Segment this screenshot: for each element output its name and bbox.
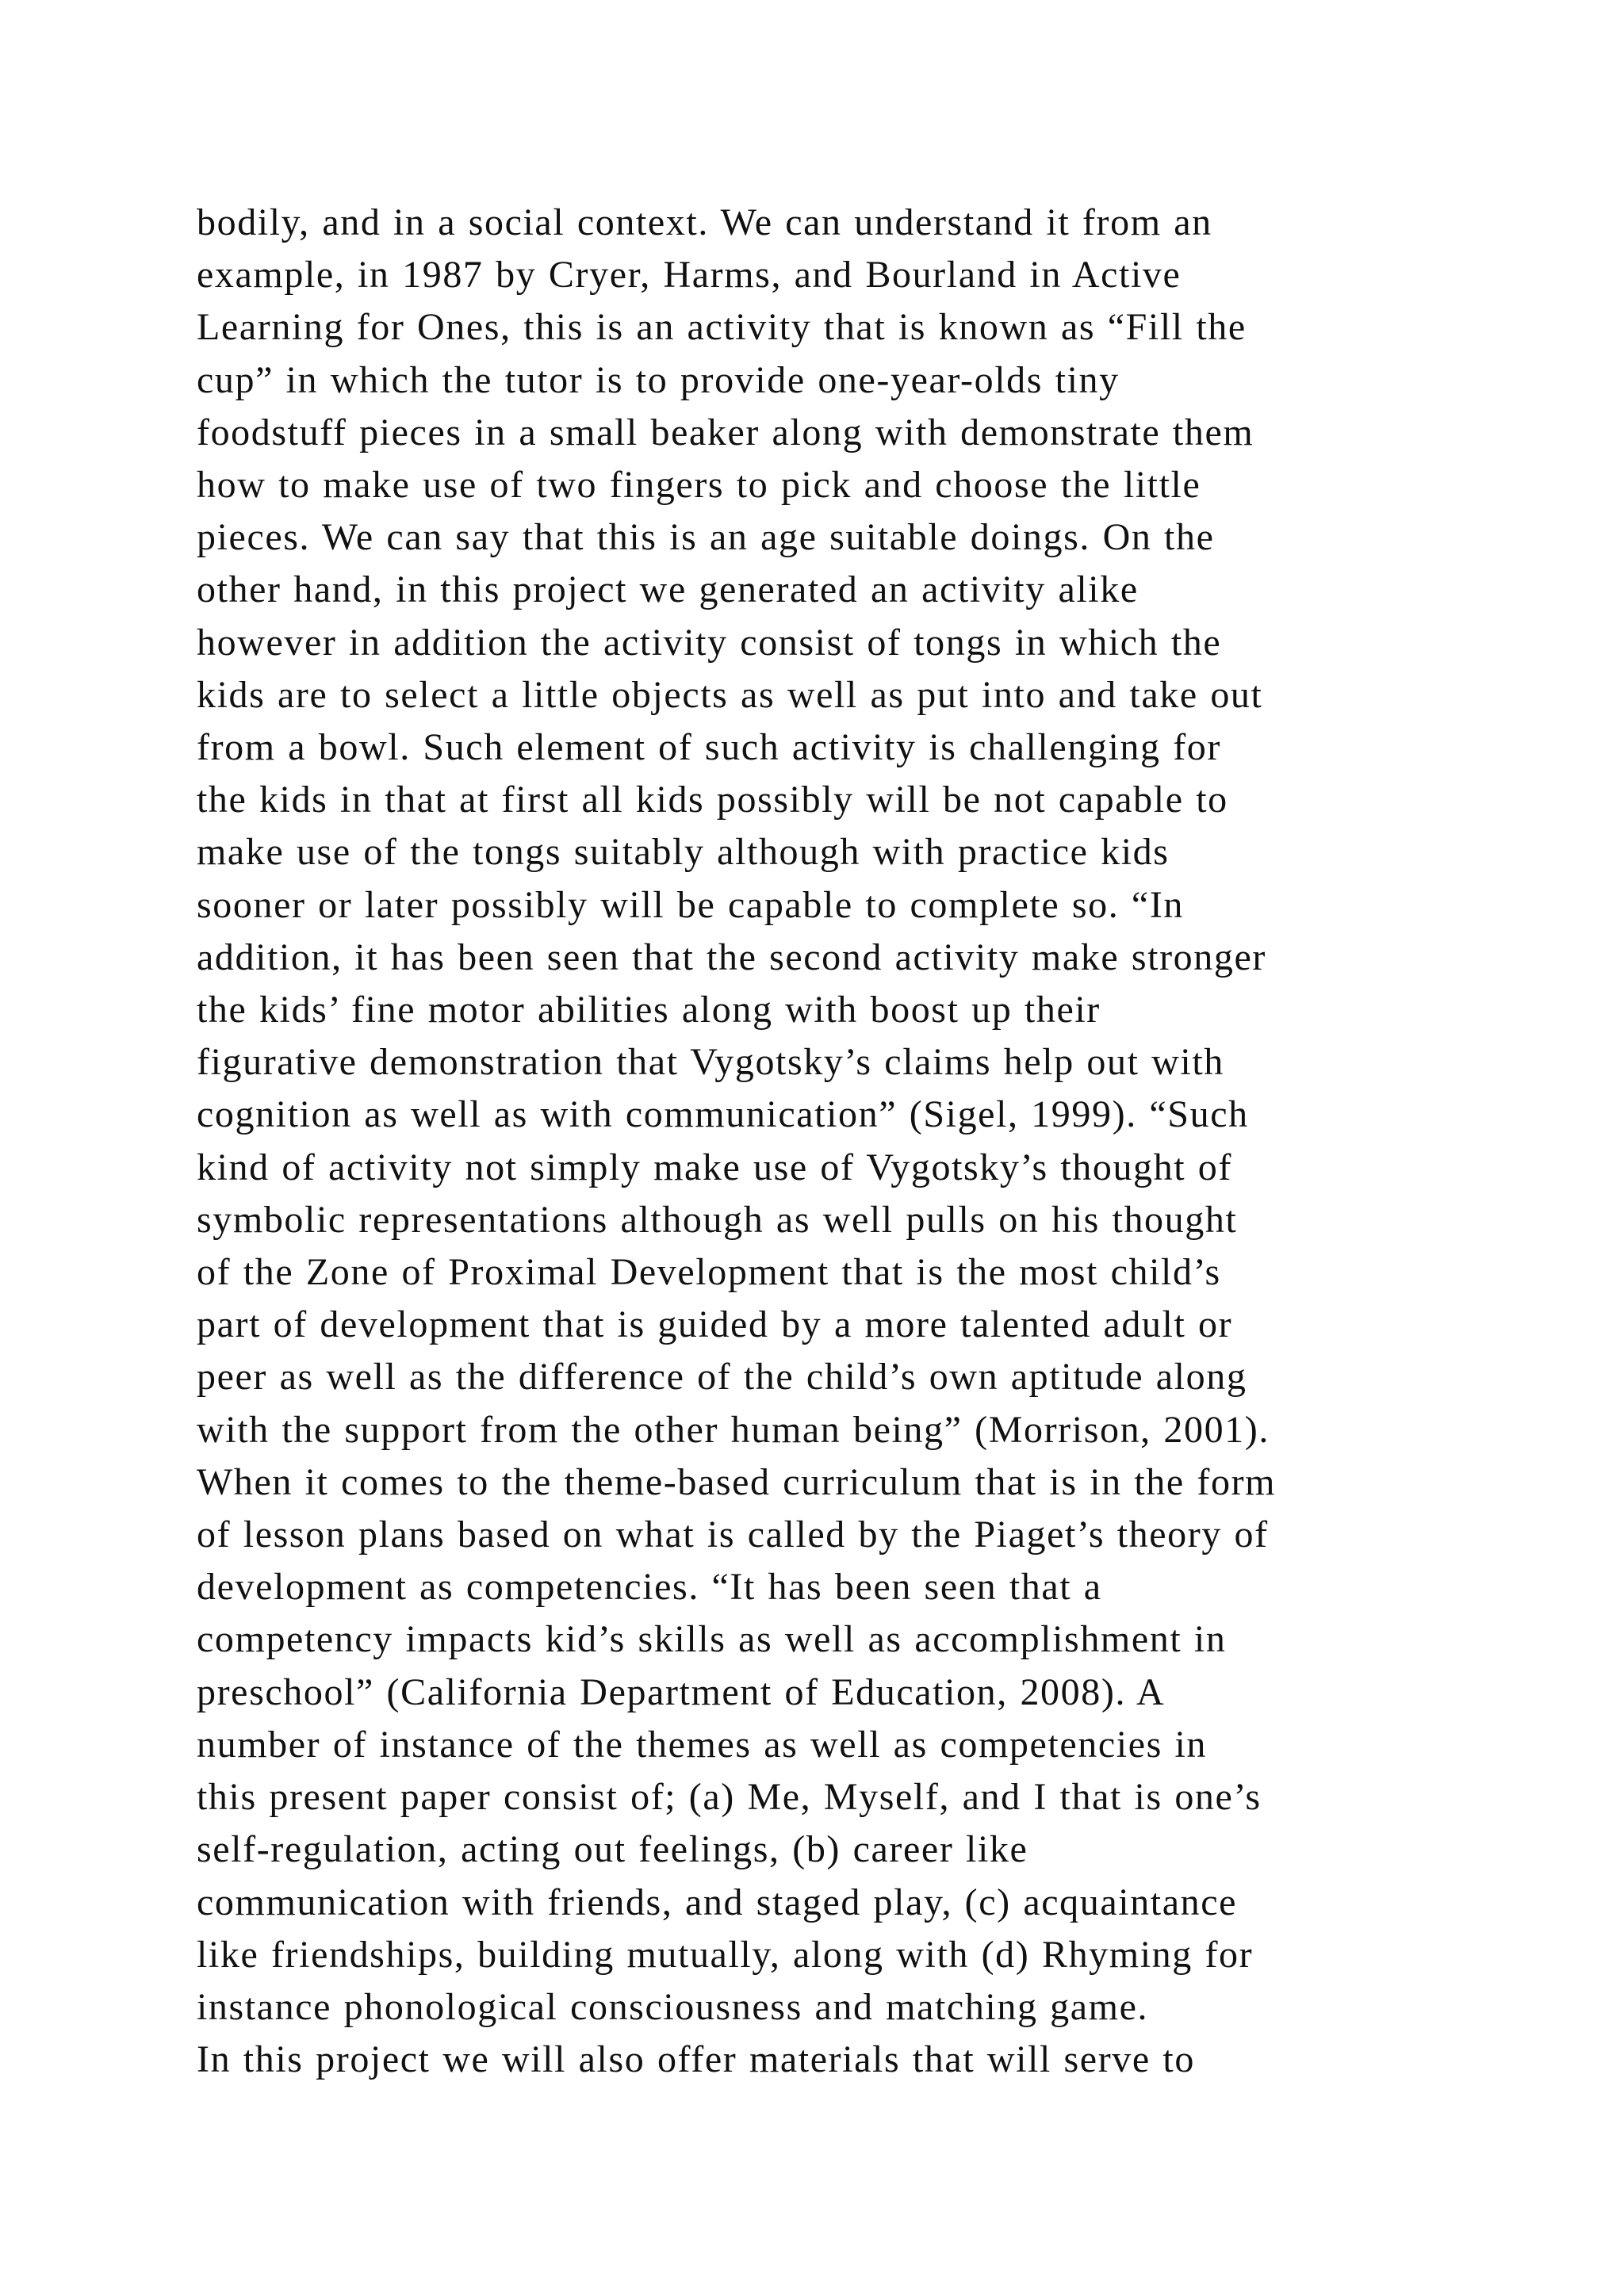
text-line: of lesson plans based on what is called by the Piaget’s theory of bbox=[197, 1513, 1269, 1556]
text-line: self-regulation, acting out feelings, (b) career like bbox=[197, 1828, 1028, 1871]
text-line: Learning for Ones, this is an activity that is known as “Fill the bbox=[197, 306, 1247, 349]
text-line: pieces. We can say that this is an age suitable doings. On the bbox=[197, 516, 1215, 559]
text-line: cognition as well as with communication” (Sigel, 1999). “Such bbox=[197, 1093, 1249, 1136]
text-line: other hand, in this project we generated an activity alike bbox=[197, 568, 1139, 611]
text-line: number of instance of the themes as well as competencies in bbox=[197, 1723, 1208, 1766]
text-line: cup” in which the tutor is to provide one-year-olds tiny bbox=[197, 358, 1120, 401]
text-line: make use of the tongs suitably although with practice kids bbox=[197, 831, 1170, 874]
text-line: like friendships, building mutually, along with (d) Rhyming for bbox=[197, 1933, 1254, 1976]
text-line: foodstuff pieces in a small beaker along with demonstrate them bbox=[197, 411, 1254, 453]
text-line: symbolic representations although as well pulls on his thought bbox=[197, 1198, 1238, 1241]
text-line: kind of activity not simply make use of Vygotsky’s thought of bbox=[197, 1146, 1232, 1188]
text-line: how to make use of two fingers to pick and choose the little bbox=[197, 464, 1201, 507]
text-line: part of development that is guided by a more talented adult or bbox=[197, 1303, 1233, 1346]
text-line: the kids in that at first all kids possibly will be not capable to bbox=[197, 779, 1228, 821]
text-line: example, in 1987 by Cryer, Harms, and Bourland in Active bbox=[197, 254, 1182, 297]
text-line: the kids’ fine motor abilities along with boost up their bbox=[197, 989, 1101, 1031]
text-line: this present paper consist of; (a) Me, Myself, and I that is one’s bbox=[197, 1776, 1262, 1819]
text-line: with the support from the other human being” (Morrison, 2001). bbox=[197, 1408, 1270, 1451]
text-line: In this project we will also offer materials that will serve to bbox=[197, 2038, 1195, 2081]
text-line: figurative demonstration that Vygotsky’s claims help out with bbox=[197, 1041, 1224, 1084]
text-line: competency impacts kid’s skills as well as accomplishment in bbox=[197, 1618, 1227, 1661]
text-line: instance phonological consciousness and matching game. bbox=[197, 1985, 1149, 2028]
text-line: of the Zone of Proximal Development that is the most child’s bbox=[197, 1251, 1221, 1294]
text-line: however in addition the activity consist of tongs in which the bbox=[197, 621, 1222, 664]
text-line: When it comes to the theme-based curriculum that is in the form bbox=[197, 1460, 1277, 1503]
text-line: kids are to select a little objects as well as put into and take out bbox=[197, 673, 1263, 716]
body-text bbox=[197, 197, 1481, 2086]
text-line: addition, it has been seen that the second activity make stronger bbox=[197, 936, 1266, 978]
text-line: peer as well as the difference of the child’s own aptitude along bbox=[197, 1356, 1247, 1399]
text-line: development as competencies. “It has been seen that a bbox=[197, 1566, 1102, 1609]
text-line: communication with friends, and staged play, (c) acquaintance bbox=[197, 1881, 1238, 1923]
text-line: bodily, and in a social context. We can understand it from an bbox=[197, 201, 1212, 243]
text-line: sooner or later possibly will be capable to complete so. “In bbox=[197, 883, 1185, 926]
text-line: preschool” (California Department of Education, 2008). A bbox=[197, 1670, 1166, 1713]
text-line: from a bowl. Such element of such activity is challenging for bbox=[197, 726, 1221, 769]
